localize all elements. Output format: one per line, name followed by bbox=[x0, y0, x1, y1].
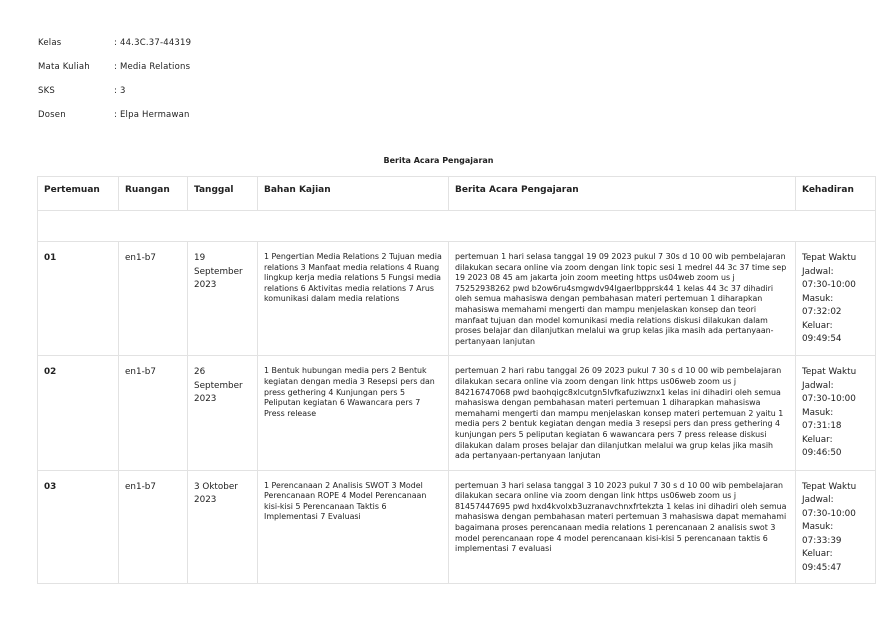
cell-berita-acara: pertemuan 3 hari selasa tanggal 3 10 2023 pukul 7 30 s d 10 00 wib pembelajaran dilakukan secara online via zoom dengan link https us06web zoom us j 81457447695 pwd hxd4kvolxb3uzranavchnxfrtekzta 1 kelas ini dihadiri oleh semua mahasiswa dengan pembahasan materi pertemuan 3 mahasiswa dapat memahami bagaimana proses perencanaan media relations 1 perencanaan 2 analisis swot 3 model perencanaan rope 4 model perencanaan kisi-kisi 5 perencanaan taktis 6 implementasi 7 evaluasi bbox=[449, 470, 796, 584]
cell-pertemuan: 01 bbox=[38, 242, 119, 356]
cell-ruangan: en1-b7 bbox=[119, 242, 188, 356]
kehadiran-jadwal-label: Jadwal: bbox=[802, 495, 834, 506]
kehadiran-masuk-value: 07:31:18 bbox=[802, 421, 842, 432]
document-title: Berita Acara Pengajaran bbox=[383, 156, 494, 165]
table-row bbox=[38, 242, 876, 356]
kehadiran-status: Tepat Waktu bbox=[802, 253, 857, 263]
kehadiran-jadwal-label: Jadwal: bbox=[802, 266, 834, 277]
kelas-value: : 44.3C.37-44319 bbox=[114, 38, 192, 48]
cell-tanggal: 26 September 2023 bbox=[188, 356, 258, 470]
cell-tanggal: 19 September 2023 bbox=[188, 242, 258, 356]
matakuliah-label: Mata Kuliah bbox=[38, 62, 90, 72]
cell-pertemuan: 03 bbox=[38, 470, 119, 584]
header-ruangan: Ruangan bbox=[119, 177, 188, 211]
dosen-value: : Elpa Hermawan bbox=[114, 110, 190, 120]
kehadiran-keluar-label: Keluar: bbox=[802, 320, 833, 331]
cell-kehadiran bbox=[796, 470, 876, 584]
kehadiran-keluar-label: Keluar: bbox=[802, 549, 833, 560]
course-info bbox=[38, 38, 191, 134]
header-kehadiran: Kehadiran bbox=[796, 177, 876, 211]
sks-label: SKS bbox=[38, 86, 55, 96]
kehadiran-jadwal-value: 07:30-10:00 bbox=[802, 280, 856, 290]
cell-bahan-kajian: 1 Perencanaan 2 Analisis SWOT 3 Model Perencanaan ROPE 4 Model Perencanaan kisi-kisi 5 Perencanaan Taktis 6 Implementasi 7 Evaluasi bbox=[258, 470, 449, 584]
kehadiran-jadwal-value: 07:30-10:00 bbox=[802, 394, 856, 405]
kelas-row bbox=[38, 38, 191, 62]
matakuliah-row bbox=[38, 62, 191, 86]
dosen-row bbox=[38, 110, 191, 134]
header-tanggal: Tanggal bbox=[188, 177, 258, 211]
kehadiran-status: Tepat Waktu bbox=[802, 481, 857, 492]
header-pertemuan: Pertemuan bbox=[38, 177, 119, 211]
header-berita-acara: Berita Acara Pengajaran bbox=[449, 177, 796, 211]
kelas-label: Kelas bbox=[38, 38, 62, 48]
cell-pertemuan: 02 bbox=[38, 356, 119, 470]
spacer-cell bbox=[38, 211, 876, 242]
sks-row bbox=[38, 86, 191, 110]
cell-ruangan: en1-b7 bbox=[119, 356, 188, 470]
cell-tanggal: 3 Oktober 2023 bbox=[188, 470, 258, 584]
cell-ruangan: en1-b7 bbox=[119, 470, 188, 584]
kehadiran-keluar-value: 09:46:50 bbox=[802, 448, 842, 459]
cell-kehadiran bbox=[796, 242, 876, 356]
sks-value: : 3 bbox=[114, 86, 126, 96]
kehadiran-jadwal-value: 07:30-10:00 bbox=[802, 508, 856, 519]
table-header-row bbox=[38, 177, 876, 211]
kehadiran-status: Tepat Waktu bbox=[802, 367, 857, 378]
kehadiran-masuk-label: Masuk: bbox=[802, 522, 834, 533]
table-row bbox=[38, 470, 876, 584]
kehadiran-masuk-label: Masuk: bbox=[802, 293, 834, 304]
kehadiran-jadwal-label: Jadwal: bbox=[802, 380, 834, 391]
table-row bbox=[38, 356, 876, 470]
kehadiran-masuk-value: 07:33:39 bbox=[802, 535, 842, 546]
matakuliah-value: : Media Relations bbox=[114, 62, 191, 72]
cell-berita-acara: pertemuan 1 hari selasa tanggal 19 09 2023 pukul 7 30s d 10 00 wib pembelajaran dilakukan secara online via zoom dengan link topic sesi 1 medrel 44 3c 37 time sep 19 2023 08 45 am jakarta join zoom meeting https us04web zoom us j 75252938262 pwd b2ow6ru4smgwdv94lgaerlbpprsk44 1 kelas 44 3c 37 dihadiri oleh semua mahasiswa dengan pembahasan materi pertemuan 1 diharapkan mahasiswa memahami mengerti dan mampu menjelaskan konsep dan teori manfaat tujuan dan model komunikasi media relations diskusi dilakukan dalam proses belajar dan dilanjutkan melalui wa grup kelas jika masih ada pertanyaan-pertanyaan lanjutan bbox=[449, 242, 796, 356]
cell-berita-acara: pertemuan 2 hari rabu tanggal 26 09 2023 pukul 7 30 s d 10 00 wib pembelajaran dilakukan secara online via zoom dengan link https us06web zoom us j 84216747068 pwd baohqigc8xlcutgn5lvfkafuziwznx1 kelas ini dihadiri oleh semua mahasiswa dengan pembahasan materi pertemuan 1 diharapkan mahasiswa memahami mengerti dan mampu menjelaskan konsep materi pertemuan 2 yaitu 1 media pers 2 bentuk kegiatan dengan media 3 resepsi pers dan press gethering 4 kunjungan pers 5 peliputan kegiatan 6 wawancara pers 7 press release diskusi dilakukan dalam proses belajar dan dilanjutkan melalui wa grup kelas jika masih ada pertanyaan-pertanyaan lanjutan bbox=[449, 356, 796, 470]
attendance-table bbox=[37, 176, 876, 584]
kehadiran-keluar-value: 09:49:54 bbox=[802, 334, 842, 344]
kehadiran-keluar-label: Keluar: bbox=[802, 434, 833, 445]
kehadiran-keluar-value: 09:45:47 bbox=[802, 562, 842, 573]
kehadiran-masuk-label: Masuk: bbox=[802, 407, 834, 418]
dosen-label: Dosen bbox=[38, 110, 66, 120]
cell-bahan-kajian: 1 Pengertian Media Relations 2 Tujuan media relations 3 Manfaat media relations 4 Ruang lingkup kerja media relations 5 Fungsi media relations 6 Aktivitas media relations 7 Arus komunikasi dalam media relations bbox=[258, 242, 449, 356]
header-spacer bbox=[38, 211, 876, 242]
kehadiran-masuk-value: 07:32:02 bbox=[802, 307, 842, 317]
header-bahan-kajian: Bahan Kajian bbox=[258, 177, 449, 211]
cell-kehadiran bbox=[796, 356, 876, 470]
cell-bahan-kajian: 1 Bentuk hubungan media pers 2 Bentuk kegiatan dengan media 3 Resepsi pers dan press gethering 4 Kunjungan pers 5 Peliputan kegiatan 6 Wawancara pers 7 Press release bbox=[258, 356, 449, 470]
